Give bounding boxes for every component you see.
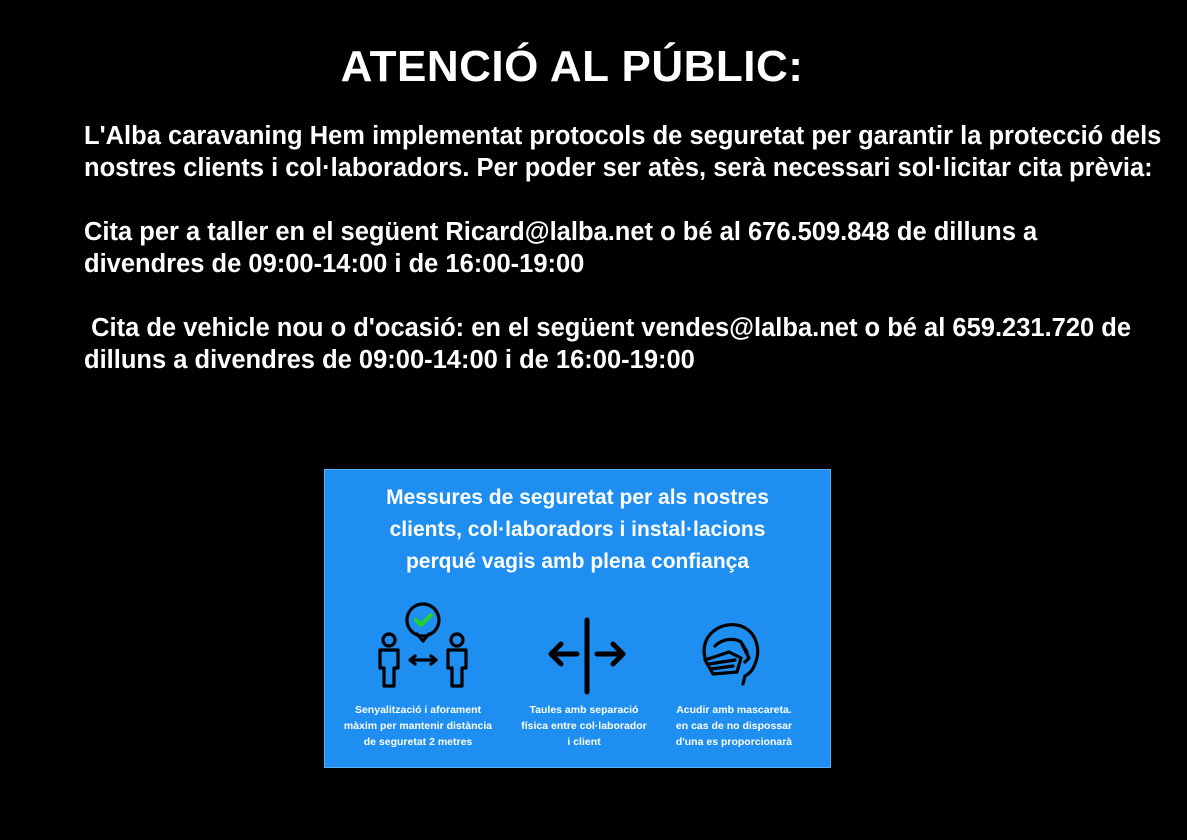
caption-line: Acudir amb mascareta. xyxy=(676,704,792,716)
caption-line: Taules amb separació xyxy=(529,704,639,716)
caption-line: i client xyxy=(567,736,601,748)
face-mask-icon xyxy=(695,618,765,688)
vehicle-appointment-paragraph: Cita de vehicle nou o d'ocasió: en el següent vendes@lalba.net o bé al 659.231.720 de dilluns a divendres de 09:00-14:00 i de 16:00-19:00 xyxy=(84,314,1139,374)
caption-line: màxim per mantenir distància xyxy=(343,720,493,732)
social-distance-icon xyxy=(373,600,473,692)
poster-heading xyxy=(325,482,830,578)
caption-line: en cas de no dispossar xyxy=(675,720,793,732)
caption-line: d'una es proporcionarà xyxy=(675,736,793,748)
check-mark xyxy=(416,615,431,625)
notice-text xyxy=(84,120,1169,408)
intro-paragraph: L'Alba caravaning Hem implementat protocols de seguretat per garantir la protecció dels nostres clients i col·laboradors. Per poder ser atès, serà necessari sol·licitar cita prèvia: xyxy=(84,122,1169,182)
caption-line: física entre col·laborador xyxy=(521,720,647,732)
separation-arrows-icon xyxy=(547,616,627,696)
safety-measures-poster xyxy=(324,469,831,768)
page-title: ATENCIÓ AL PÚBLIC: xyxy=(340,42,804,91)
distance-caption xyxy=(333,702,503,750)
workshop-appointment-paragraph: Cita per a taller en el següent Ricard@lalba.net o bé al 676.509.848 de dilluns a divendres de 09:00-14:00 i de 16:00-19:00 xyxy=(84,218,1045,278)
poster-heading-line: clients, col·laboradors i instal·lacions xyxy=(389,518,766,541)
caption-line: Senyalització i aforament xyxy=(354,704,482,716)
mask-caption xyxy=(649,702,819,750)
caption-line: de seguretat 2 metres xyxy=(363,736,473,748)
separation-caption xyxy=(499,702,669,750)
poster-heading-line: Messures de seguretat per als nostres xyxy=(386,486,769,509)
poster-heading-line: perqué vagis amb plena confiança xyxy=(405,550,750,573)
